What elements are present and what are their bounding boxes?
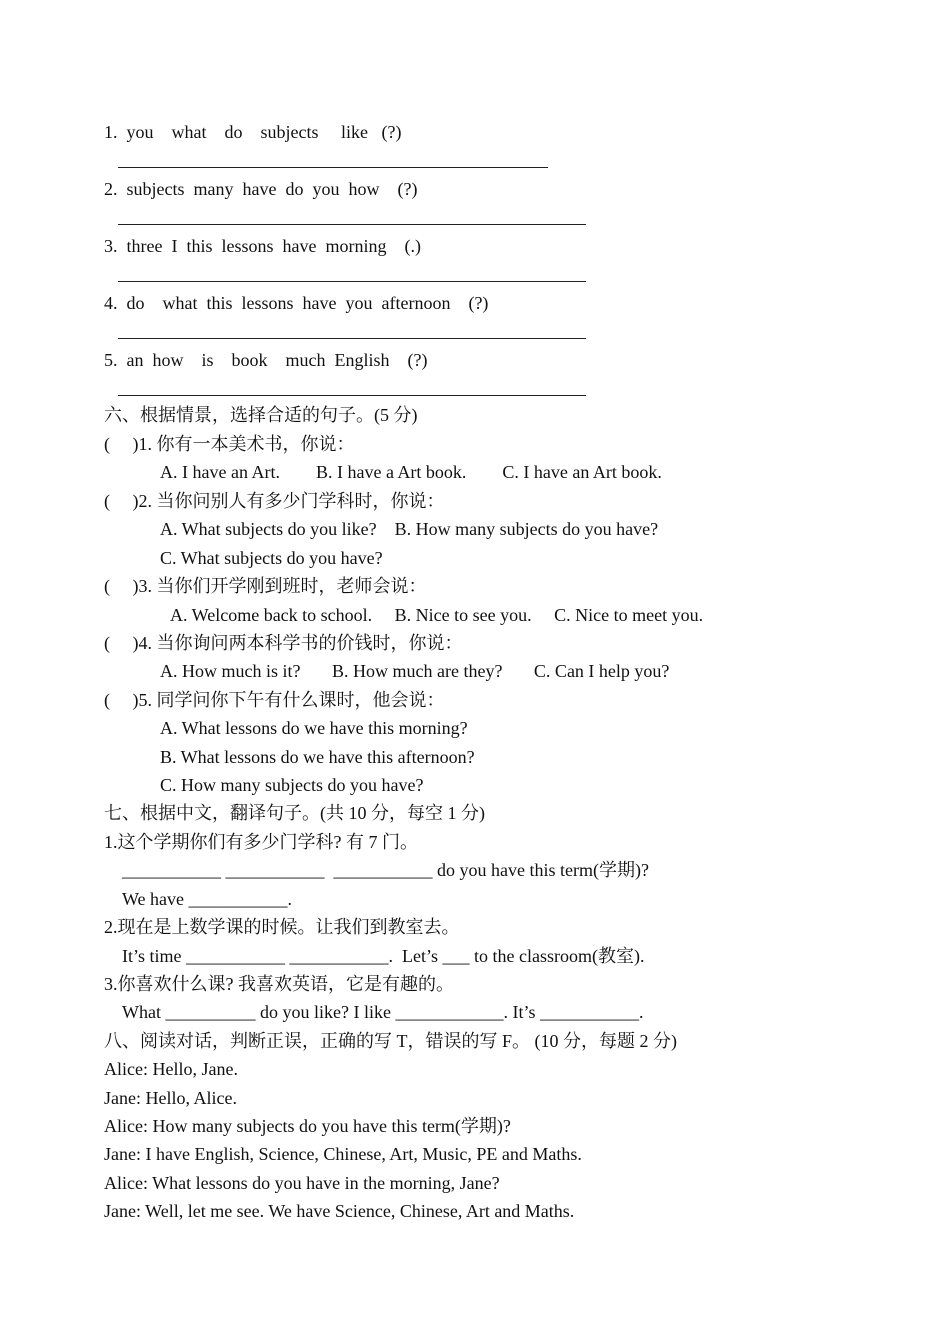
scramble-item-3: 3. three I this lessons have morning (.)	[104, 236, 421, 256]
dialogue-line: Jane: I have English, Science, Chinese, Art, Music, PE and Maths.	[104, 1144, 582, 1164]
dialogue-line: Jane: Well, let me see. We have Science, Chinese, Art and Maths.	[104, 1201, 575, 1221]
dialogue-line: Alice: What lessons do you have in the morning, Jane?	[104, 1173, 500, 1193]
s6-q1-stem: ( )1. 你有一本美术书，你说：	[104, 434, 355, 454]
answer-line-1[interactable]	[118, 167, 548, 168]
answer-line-4[interactable]	[118, 338, 586, 339]
s6-q4-options: A. How much is it? B. How much are they? C. Can I help you?	[160, 661, 670, 681]
section8-heading: 八、阅读对话，判断正误，正确的写 T，错误的写 F。 (10 分，每题 2 分)	[104, 1031, 677, 1051]
s6-q5-option-a: A. What lessons do we have this morning?	[160, 718, 468, 738]
s6-q3-stem: ( )3. 当你们开学刚到班时，老师会说：	[104, 576, 427, 596]
answer-line-2[interactable]	[118, 224, 586, 225]
answer-line-5[interactable]	[118, 395, 586, 396]
scramble-item-2: 2. subjects many have do you how (?)	[104, 179, 418, 199]
scramble-item-5: 5. an how is book much English (?)	[104, 350, 428, 370]
s6-q5-option-c: C. How many subjects do you have?	[160, 775, 424, 795]
s7-q1-chinese: 1.这个学期你们有多少门学科? 有 7 门。	[104, 832, 418, 852]
scramble-item-1: 1. you what do subjects like (?)	[104, 122, 402, 142]
s6-q5-option-b: B. What lessons do we have this afternoon?	[160, 747, 475, 767]
s6-q2-stem: ( )2. 当你问别人有多少门学科时，你说：	[104, 491, 445, 511]
s7-q2-english: It’s time ___________ ___________. Let’s ___ to the classroom(教室).	[122, 946, 645, 966]
s6-q1-options: A. I have an Art. B. I have a Art book. C. I have an Art book.	[160, 462, 662, 482]
answer-line-3[interactable]	[118, 281, 586, 282]
s6-q4-stem: ( )4. 当你询问两本科学书的价钱时，你说：	[104, 633, 463, 653]
s6-q3-options: A. Welcome back to school. B. Nice to see you. C. Nice to meet you.	[170, 605, 704, 625]
dialogue-line: Jane: Hello, Alice.	[104, 1088, 237, 1108]
dialogue-line: Alice: Hello, Jane.	[104, 1059, 238, 1079]
s6-q2-options-line2: C. What subjects do you have?	[160, 548, 383, 568]
section7-heading: 七、根据中文，翻译句子。(共 10 分，每空 1 分)	[104, 803, 485, 823]
s7-q3-english: What __________ do you like? I like ____________. It’s ___________.	[122, 1002, 644, 1022]
s7-q1-english-b: We have ___________.	[122, 889, 293, 909]
section6-heading: 六、根据情景，选择合适的句子。(5 分)	[104, 405, 418, 425]
s6-q5-stem: ( )5. 同学问你下午有什么课时，他会说：	[104, 690, 445, 710]
s7-q2-chinese: 2.现在是上数学课的时候。让我们到教室去。	[104, 917, 460, 937]
s6-q2-options-line1: A. What subjects do you like? B. How many subjects do you have?	[160, 519, 659, 539]
scramble-item-4: 4. do what this lessons have you afternoon (?)	[104, 293, 489, 313]
s7-q1-english-a: ___________ ___________ ___________ do you have this term(学期)?	[122, 860, 649, 880]
s7-q3-chinese: 3.你喜欢什么课? 我喜欢英语，它是有趣的。	[104, 974, 454, 994]
dialogue-line: Alice: How many subjects do you have this term(学期)?	[104, 1116, 511, 1136]
